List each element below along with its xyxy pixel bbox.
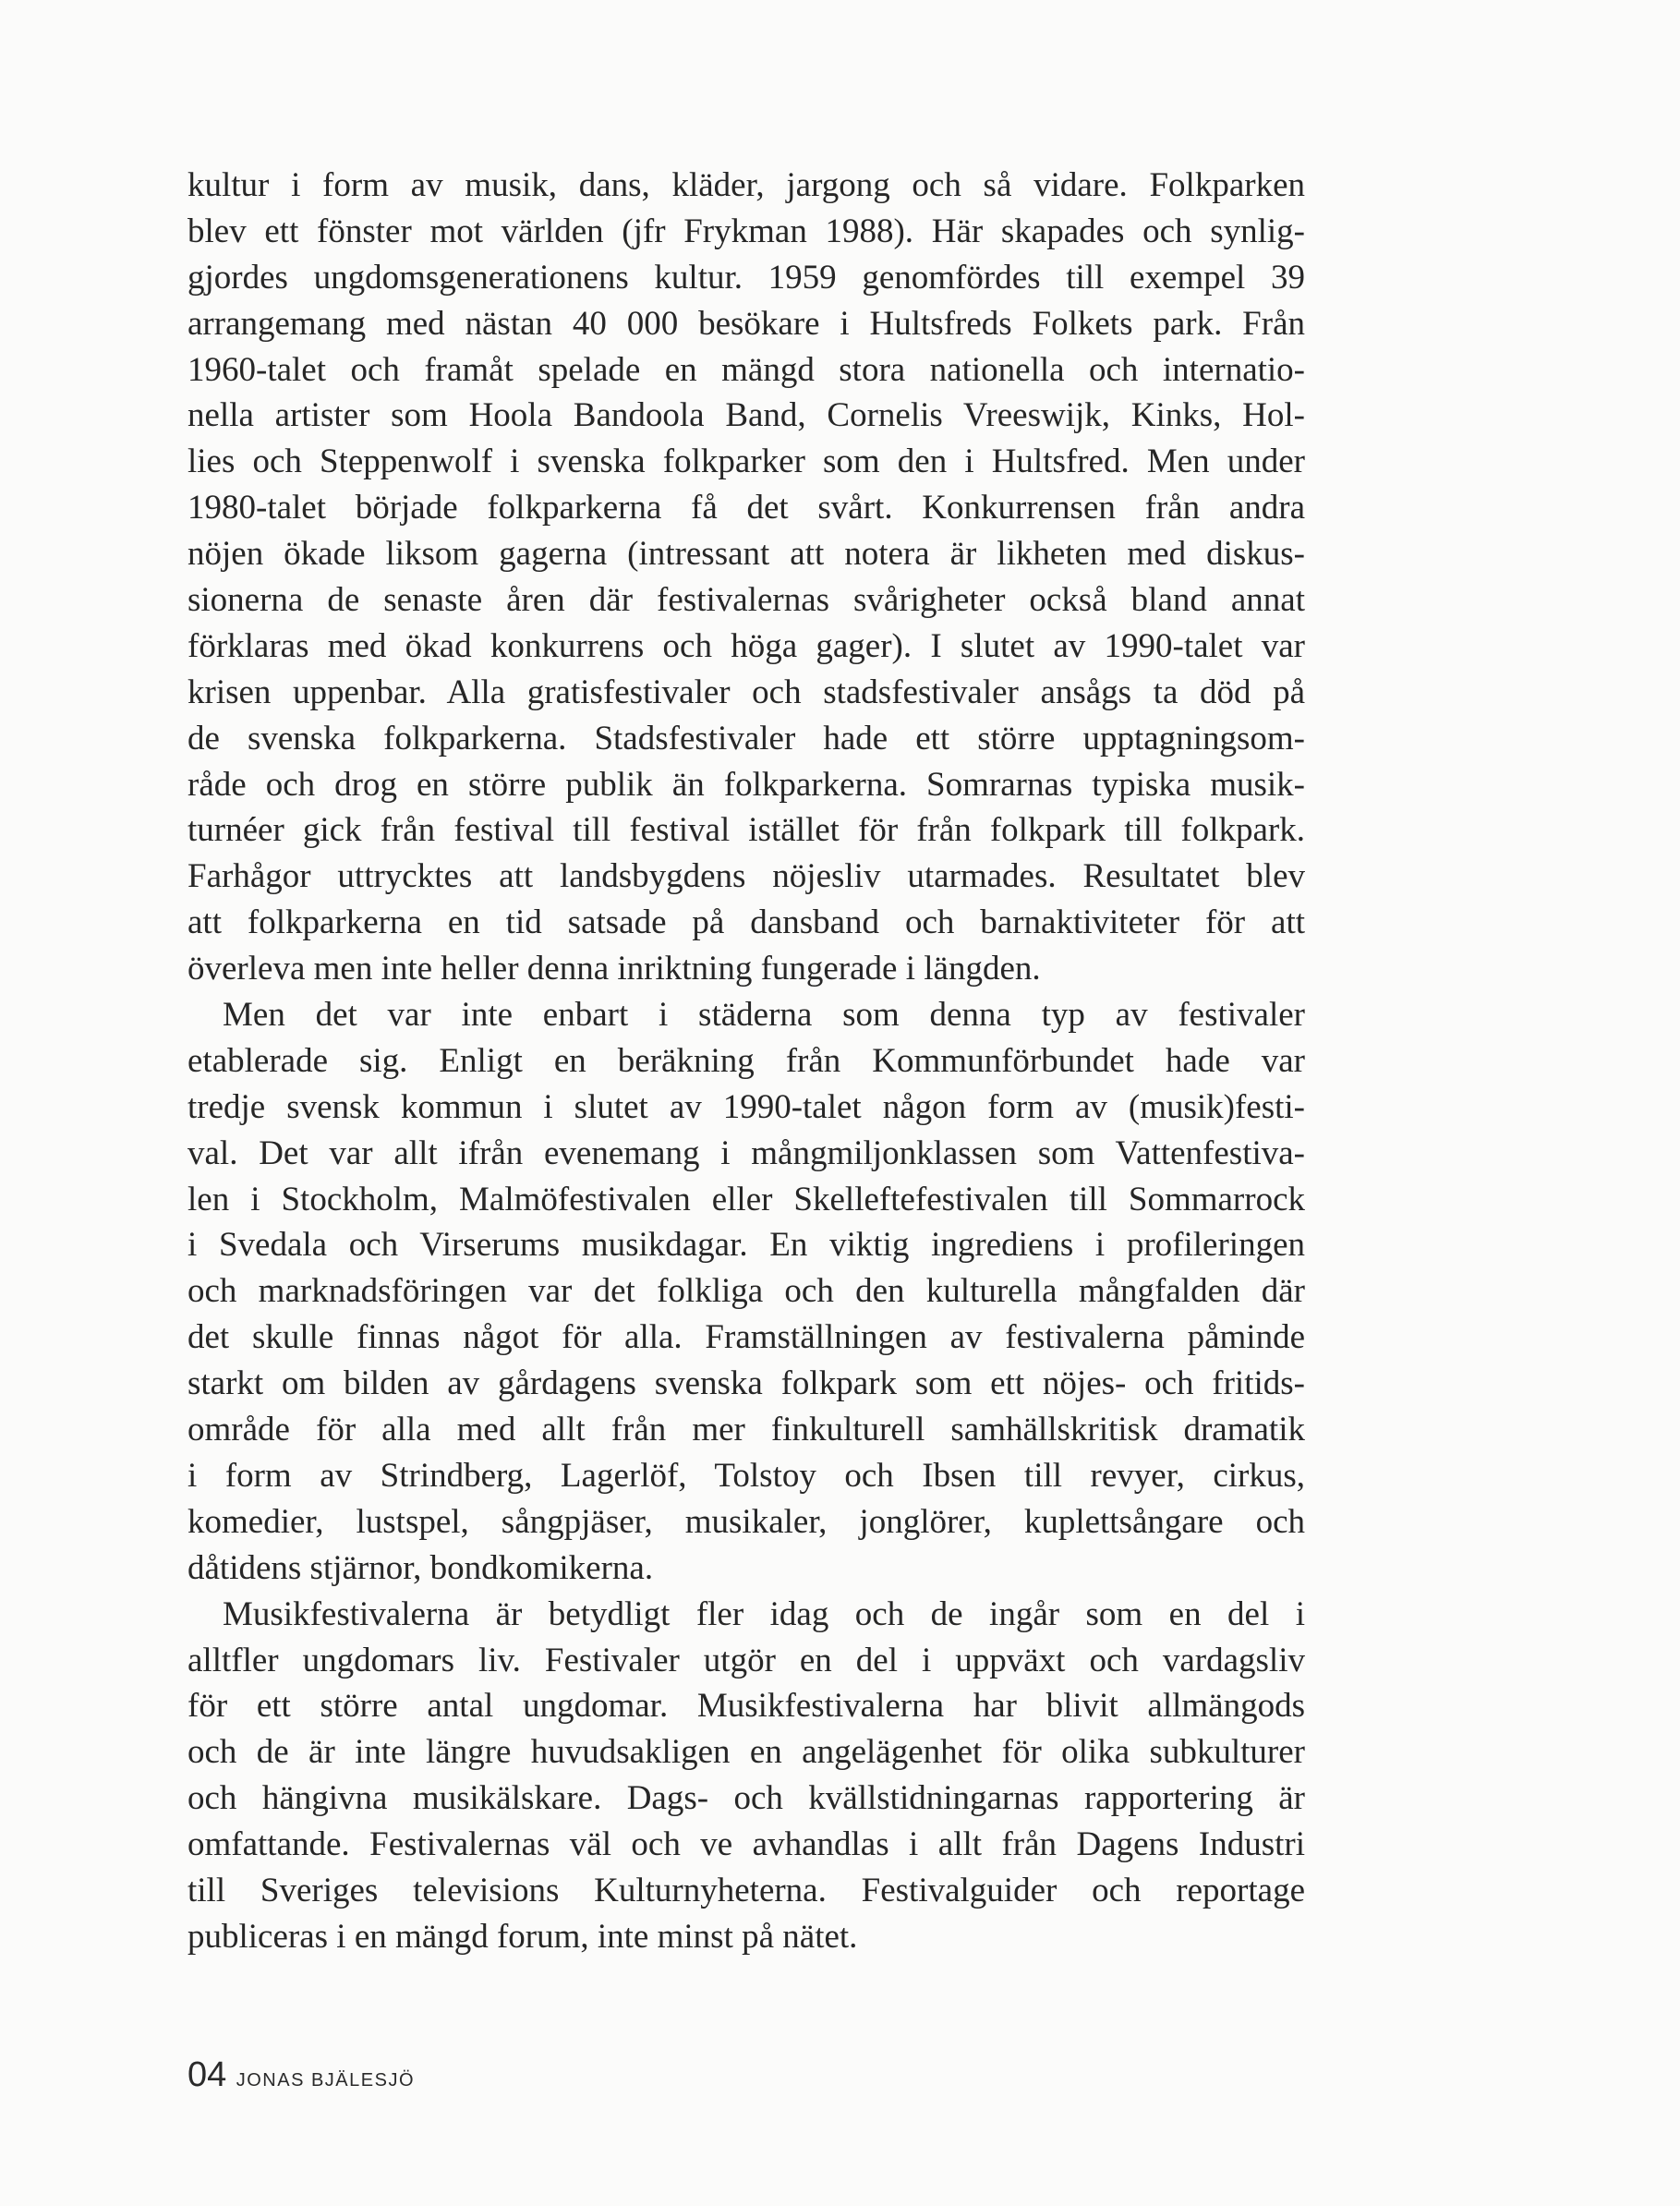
- text-line: tredje svensk kommun i slutet av 1990-talet någon form av (musik)festi-: [187, 1087, 1305, 1126]
- text-line: arrangemang med nästan 40 000 besökare i Hultsfreds Folkets park. Från: [187, 304, 1305, 343]
- text-line: och de är inte längre huvudsakligen en angelägenhet för olika subkulturer: [187, 1733, 1305, 1772]
- text-line: Men det var inte enbart i städerna som denna typ av festivaler: [223, 996, 1305, 1035]
- text-line: gjordes ungdomsgenerationens kultur. 1959 genomfördes till exempel 39: [187, 258, 1305, 297]
- text-line: till Sveriges televisions Kulturnyheterna. Festivalguider och reportage: [187, 1871, 1305, 1909]
- text-line: nella artister som Hoola Bandoola Band, Cornelis Vreeswijk, Kinks, Hol-: [187, 396, 1305, 435]
- text-line: och hängivna musikälskare. Dags- och kvällstidningarnas rapportering är: [187, 1779, 1305, 1818]
- text-line: 1960-talet och framåt spelade en mängd stora nationella och internatio-: [187, 350, 1305, 389]
- text-line: Farhågor uttrycktes att landsbygdens nöjesliv utarmades. Resultatet blev: [187, 857, 1305, 896]
- page-number: 04: [187, 2055, 227, 2094]
- text-line: etablerade sig. Enligt en beräkning från Kommunförbundet hade var: [187, 1041, 1305, 1080]
- text-line: i form av Strindberg, Lagerlöf, Tolstoy och Ibsen till revyer, cirkus,: [187, 1456, 1305, 1495]
- text-line: krisen uppenbar. Alla gratisfestivaler och stadsfestivaler ansågs ta död på: [187, 673, 1305, 711]
- text-line: att folkparkerna en tid satsade på dansband och barnaktiviteter för att: [187, 903, 1305, 942]
- text-line: komedier, lustspel, sångpjäser, musikaler, jonglörer, kuplettsångare och: [187, 1502, 1305, 1541]
- text-line: och marknadsföringen var det folkliga och den kulturella mångfalden där: [187, 1272, 1305, 1311]
- text-line: alltfler ungdomars liv. Festivaler utgör en del i uppväxt och vardagsliv: [187, 1641, 1305, 1679]
- text-line: förklaras med ökad konkurrens och höga gager). I slutet av 1990-talet var: [187, 626, 1305, 665]
- text-line: dåtidens stjärnor, bondkomikerna.: [187, 1548, 654, 1587]
- text-line: turnéer gick från festival till festival istället för från folkpark till folkpark.: [187, 811, 1305, 850]
- text-line: i Svedala och Virserums musikdagar. En viktig ingrediens i profileringen: [187, 1226, 1305, 1265]
- author-name: JONAS BJÄLESJÖ: [236, 2070, 416, 2091]
- text-line: val. Det var allt ifrån evenemang i mångmiljonklassen som Vattenfestiva-: [187, 1133, 1305, 1172]
- text-line: råde och drog en större publik än folkparkerna. Somrarnas typiska musik-: [187, 765, 1305, 804]
- text-line: omfattande. Festivalernas väl och ve avhandlas i allt från Dagens Industri: [187, 1825, 1305, 1864]
- text-line: det skulle finnas något för alla. Framställningen av festivalerna påminde: [187, 1318, 1305, 1357]
- text-line: de svenska folkparkerna. Stadsfestivaler hade ett större upptagningsom-: [187, 719, 1305, 758]
- text-line: Musikfestivalerna är betydligt fler idag och de ingår som en del i: [223, 1594, 1305, 1633]
- text-line: nöjen ökade liksom gagerna (intressant att notera är likheten med diskus-: [187, 535, 1305, 574]
- text-line: starkt om bilden av gårdagens svenska folkpark som ett nöjes- och fritids-: [187, 1364, 1305, 1403]
- text-line: sionerna de senaste åren där festivalernas svårigheter också bland annat: [187, 581, 1305, 620]
- text-line: lies och Steppenwolf i svenska folkparker som den i Hultsfred. Men under: [187, 442, 1305, 481]
- text-line: 1980-talet började folkparkerna få det svårt. Konkurrensen från andra: [187, 489, 1305, 527]
- text-line: område för alla med allt från mer finkulturell samhällskritisk dramatik: [187, 1411, 1305, 1449]
- text-line: överleva men inte heller denna inriktning fungerade i längden.: [187, 950, 1041, 988]
- body-text: [187, 163, 1305, 1960]
- page-footer: [187, 2055, 415, 2095]
- text-line: blev ett fönster mot världen (jfr Frykman 1988). Här skapades och synlig-: [187, 212, 1305, 250]
- text-line: för ett större antal ungdomar. Musikfestivalerna har blivit allmängods: [187, 1687, 1305, 1726]
- text-line: len i Stockholm, Malmöfestivalen eller Skelleftefestivalen till Sommarrock: [187, 1180, 1305, 1218]
- text-line: publiceras i en mängd forum, inte minst på nätet.: [187, 1917, 858, 1956]
- text-line: kultur i form av musik, dans, kläder, jargong och så vidare. Folkparken: [187, 166, 1305, 204]
